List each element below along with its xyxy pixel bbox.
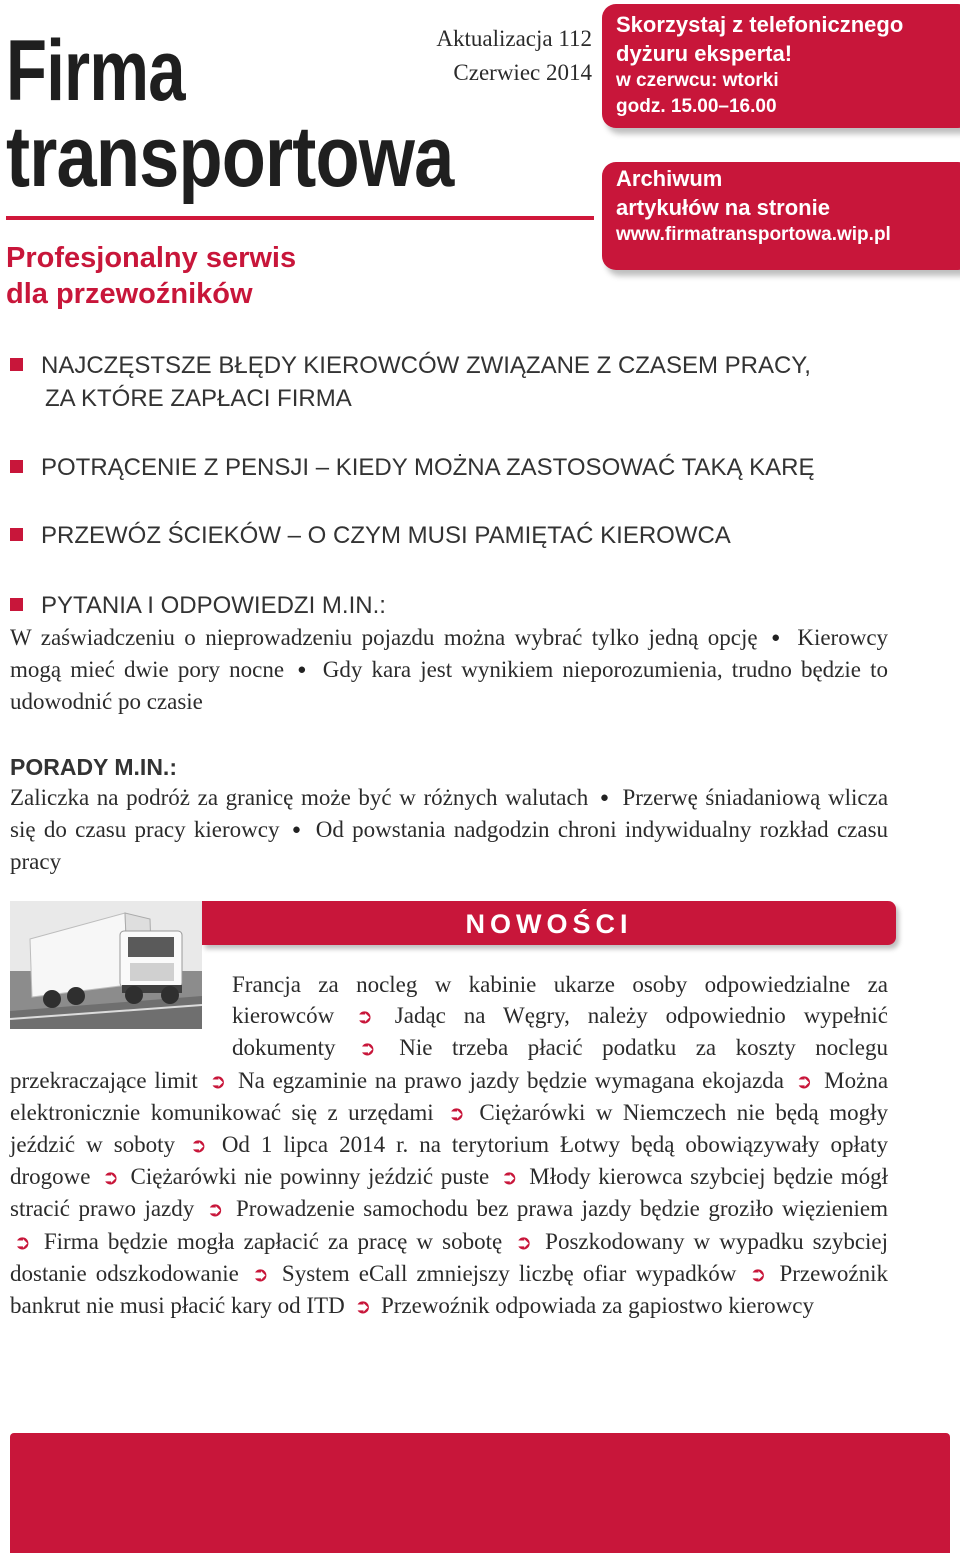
circled-arrow-icon: ➲	[252, 1261, 269, 1286]
expert-line4: godz. 15.00–16.00	[616, 96, 777, 117]
news-item: Na egzaminie na prawo jazdy będzie wymagana ekojazda	[238, 1067, 784, 1093]
tip-item: Zaliczka na podróż za granicę może być w różnych walutach	[10, 785, 589, 810]
qa-item: Gdy kara jest wynikiem nieporozumienia, trudno będzie to udowodnić po czasie	[10, 657, 888, 714]
square-bullet-icon	[10, 528, 23, 541]
tip-item: Przerwę śniadaniową wlicza się do czasu pracy kierowcy	[10, 785, 889, 842]
headline-4	[10, 589, 386, 622]
circled-arrow-icon: ➲	[448, 1100, 465, 1125]
news-heading: NOWOŚCI	[465, 909, 633, 939]
news-item: Przewoźnik bankrut nie musi płacić kary od ITD	[10, 1260, 889, 1319]
bullet-dot-icon: ●	[599, 790, 611, 806]
headline-4-text: PYTANIA I ODPOWIEDZI M.IN.:	[41, 592, 386, 619]
issue-number: Aktualizacja 112	[436, 26, 592, 51]
masthead	[6, 22, 606, 322]
issue-date: Czerwiec 2014	[453, 60, 592, 85]
tips-list	[10, 782, 888, 877]
headline-3-text: PRZEWÓZ ŚCIEKÓW – O CZYM MUSI PAMIĘTAĆ KIEROWCA	[41, 522, 731, 549]
news-item: Ciężarówki nie powinny jeździć puste	[130, 1164, 490, 1190]
news-item: Poszkodowany w wypadku szybciej dostanie odszkodowanie	[10, 1228, 889, 1286]
tagline	[6, 240, 296, 312]
headline-1	[10, 349, 811, 415]
news-item: Można elektronicznie komunikować się z urzędami	[10, 1067, 889, 1125]
qa-list	[10, 622, 888, 717]
news-item: Młody kierowca szybciej będzie mógł stracić prawo jazdy	[10, 1164, 889, 1222]
circled-arrow-icon: ➲	[206, 1197, 224, 1222]
news-item: Przewoźnik odpowiada za gapiostwo kierowcy	[380, 1293, 814, 1319]
square-bullet-icon	[10, 460, 23, 473]
expert-hotline-box	[602, 4, 960, 128]
headline-3	[10, 519, 731, 552]
tips-heading: PORADY M.IN.:	[10, 754, 177, 780]
news-banner	[202, 901, 896, 945]
circled-arrow-icon: ➲	[102, 1165, 119, 1190]
circled-arrow-icon: ➲	[500, 1165, 518, 1190]
news-item: System eCall zmniejszy liczbę ofiar wypadków	[281, 1260, 737, 1286]
circled-arrow-icon: ➲	[14, 1229, 31, 1254]
news-item: Ciężarówki w Niemczech nie będą mogły jeździć w soboty	[10, 1099, 888, 1158]
masthead-divider	[6, 216, 594, 220]
qa-item: W zaświadczeniu o nieprowadzeniu pojazdu można wybrać tylko jedną opcję	[10, 625, 758, 650]
headline-1-line1: NAJCZĘSTSZE BŁĘDY KIEROWCÓW ZWIĄZANE Z CZASEM PRACY,	[41, 352, 811, 379]
square-bullet-icon	[10, 598, 23, 611]
archive-line2: artykułów na stronie	[616, 195, 830, 220]
image-spacer	[10, 969, 232, 1033]
expert-line3: w czerwcu: wtorki	[616, 70, 779, 91]
tagline-line1: Profesjonalny serwis	[6, 242, 297, 274]
publication-title-line2: transportowa	[6, 109, 454, 205]
tagline-line2: dla przewoźników	[6, 278, 253, 310]
news-item: Francja za nocleg w kabinie ukarze osoby odpowiedzialne za kierowców	[232, 972, 888, 1029]
circled-arrow-icon: ➲	[515, 1229, 533, 1254]
news-item: Jadąc na Węgry, należy odpowiednio wypełnić dokumenty	[232, 1003, 889, 1061]
bullet-dot-icon: ●	[291, 822, 304, 838]
bullet-dot-icon: ●	[771, 630, 784, 646]
circled-arrow-icon: ➲	[209, 1068, 227, 1093]
circled-arrow-icon: ➲	[359, 1036, 376, 1061]
circled-arrow-icon: ➲	[749, 1261, 767, 1286]
news-item: Od 1 lipca 2014 r. na terytorium Łotwy będą obowiązywały opłaty drogowe	[10, 1132, 889, 1190]
news-item: Prowadzenie samochodu bez prawa jazdy będzie groziło więzieniem	[236, 1196, 888, 1222]
tip-item: Od powstania nadgodzin chroni indywidualny rozkład czasu pracy	[10, 817, 889, 874]
headline-2	[10, 451, 815, 484]
headline-2-text: POTRĄCENIE Z PENSJI – KIEDY MOŻNA ZASTOSOWAĆ TAKĄ KARĘ	[41, 454, 815, 481]
publication-title-line1: Firma	[6, 23, 185, 119]
archive-line1: Archiwum	[616, 166, 723, 191]
bullet-dot-icon: ●	[297, 662, 310, 678]
circled-arrow-icon: ➲	[356, 1004, 373, 1029]
expert-line1: Skorzystaj z telefonicznego	[616, 12, 904, 37]
issue-info	[436, 22, 592, 90]
headline-1-line2: ZA KTÓRE ZAPŁACI FIRMA	[45, 385, 352, 412]
archive-url[interactable]: www.firmatransportowa.wip.pl	[616, 224, 891, 245]
expert-line2: dyżuru eksperta!	[616, 41, 793, 66]
news-item: Firma będzie mogła zapłacić za pracę w sobotę	[43, 1228, 503, 1254]
circled-arrow-icon: ➲	[795, 1068, 813, 1093]
square-bullet-icon	[10, 358, 23, 371]
circled-arrow-icon: ➲	[354, 1294, 372, 1319]
news-item: Nie trzeba płacić podatku za koszty noclegu przekraczające limit	[10, 1035, 889, 1093]
footer-bar	[10, 1433, 950, 1553]
circled-arrow-icon: ➲	[190, 1133, 207, 1158]
archive-box	[602, 162, 960, 270]
qa-item: Kierowcy mogą mieć dwie pory nocne	[10, 625, 889, 682]
news-list	[10, 969, 888, 1322]
